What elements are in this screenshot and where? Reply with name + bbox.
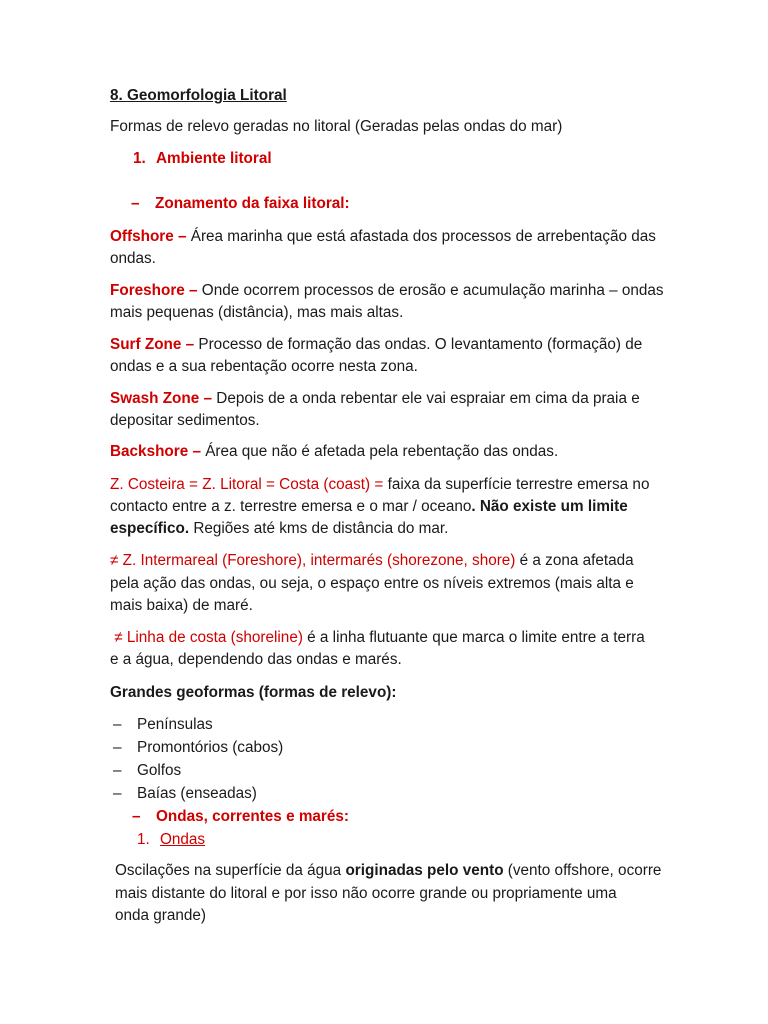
surf-zone-term: Surf Zone – [110,336,195,353]
foreshore-line-2: mais pequenas (distância), mas mais altas. [110,304,404,321]
list-item [113,737,283,759]
backshore-line [110,441,558,463]
ondas-title: Ondas [160,831,206,848]
dash-bullet: – [132,808,141,825]
dash-bullet: – [113,716,122,733]
costeira-text-2b: . Não existe um limite [471,498,628,515]
list-number: 1. [137,831,150,848]
dash-bullet: – [113,785,122,802]
subheading-zonamento [131,193,350,215]
swash-zone-line-1 [110,388,640,410]
offshore-line-1 [110,226,656,248]
oscilacoes-line-3: onda grande) [115,907,207,924]
geoformas-title: Grandes geoformas (formas de relevo): [110,684,397,701]
list-item [113,714,213,736]
linha-costa-text-1: é a linha flutuante que marca o limite entre a terra [302,629,645,646]
costeira-line-2 [110,496,628,518]
ondas-correntes-title: Ondas, correntes e marés: [156,808,349,825]
dash-bullet: – [113,739,122,756]
dash-bullet: – [113,762,122,779]
linha-costa-line-2: e a água, dependendo das ondas e marés. [110,651,402,668]
subheading-ondas-correntes [132,806,349,828]
costeira-line-1 [110,474,649,496]
intro-text: Formas de relevo geradas no litoral (Geradas pelas ondas do mar) [110,118,563,135]
intermareal-term: ≠ Z. Intermareal (Foreshore), intermarés (shorezone, shore) [110,552,516,569]
list-item-label: Promontórios (cabos) [137,739,284,756]
swash-zone-term: Swash Zone – [110,390,213,407]
costeira-line-3 [110,518,448,540]
surf-zone-line-1 [110,334,642,356]
oscilacoes-text-1b: originadas pelo vento [345,862,504,879]
list-item [113,783,257,805]
swash-zone-line-2: depositar sedimentos. [110,412,260,429]
foreshore-text: Onde ocorrem processos de erosão e acumulação marinha – ondas [197,282,664,299]
oscilacoes-line-1 [115,860,661,882]
oscilacoes-line-2: mais distante do litoral e por isso não ocorre grande ou propriamente uma [115,885,617,902]
foreshore-term: Foreshore – [110,282,198,299]
foreshore-line-1 [110,280,664,302]
ambiente-title: Ambiente litoral [156,150,272,167]
intermareal-line-1 [110,550,634,572]
costeira-text-2a: contacto entre a z. terrestre emersa e o mar / oceano [110,498,472,515]
list-item-label: Penínsulas [137,716,213,733]
surf-zone-line-2: ondas e a sua rebentação ocorre nesta zona. [110,358,418,375]
dash-bullet: – [131,195,140,212]
numbered-heading-ambiente [133,148,272,170]
list-item-label: Baías (enseadas) [137,785,257,802]
backshore-term: Backshore – [110,443,201,460]
surf-zone-text: Processo de formação das ondas. O levantamento (formação) de [194,336,643,353]
list-number: 1. [133,150,146,167]
linha-costa-term: ≠ Linha de costa (shoreline) [110,629,303,646]
oscilacoes-text-1c: (vento offshore, ocorre [503,862,662,879]
costeira-text-3b: Regiões até kms de distância do mar. [189,520,449,537]
intermareal-line-3: mais baixa) de maré. [110,597,253,614]
intermareal-line-2: pela ação das ondas, ou seja, o espaço entre os níveis extremos (mais alta e [110,575,634,592]
offshore-line-2: ondas. [110,250,156,267]
offshore-term: Offshore – [110,228,187,245]
zonamento-title: Zonamento da faixa litoral: [155,195,350,212]
section-heading: 8. Geomorfologia Litoral [110,87,287,104]
costeira-text-3a: específico. [110,520,190,537]
swash-zone-text: Depois de a onda rebentar ele vai espraiar em cima da praia e [212,390,640,407]
backshore-text: Área que não é afetada pela rebentação das ondas. [200,443,559,460]
costeira-term: Z. Costeira = Z. Litoral = Costa (coast) = [110,476,384,493]
list-item [113,760,181,782]
numbered-heading-ondas [137,829,205,851]
oscilacoes-text-1a: Oscilações na superfície da água [115,862,346,879]
intermareal-text-1: é a zona afetada [515,552,634,569]
offshore-text: Área marinha que está afastada dos processos de arrebentação das [186,228,656,245]
costeira-text-1: faixa da superfície terrestre emersa no [383,476,650,493]
list-item-label: Golfos [137,762,182,779]
linha-costa-line-1 [110,627,645,649]
